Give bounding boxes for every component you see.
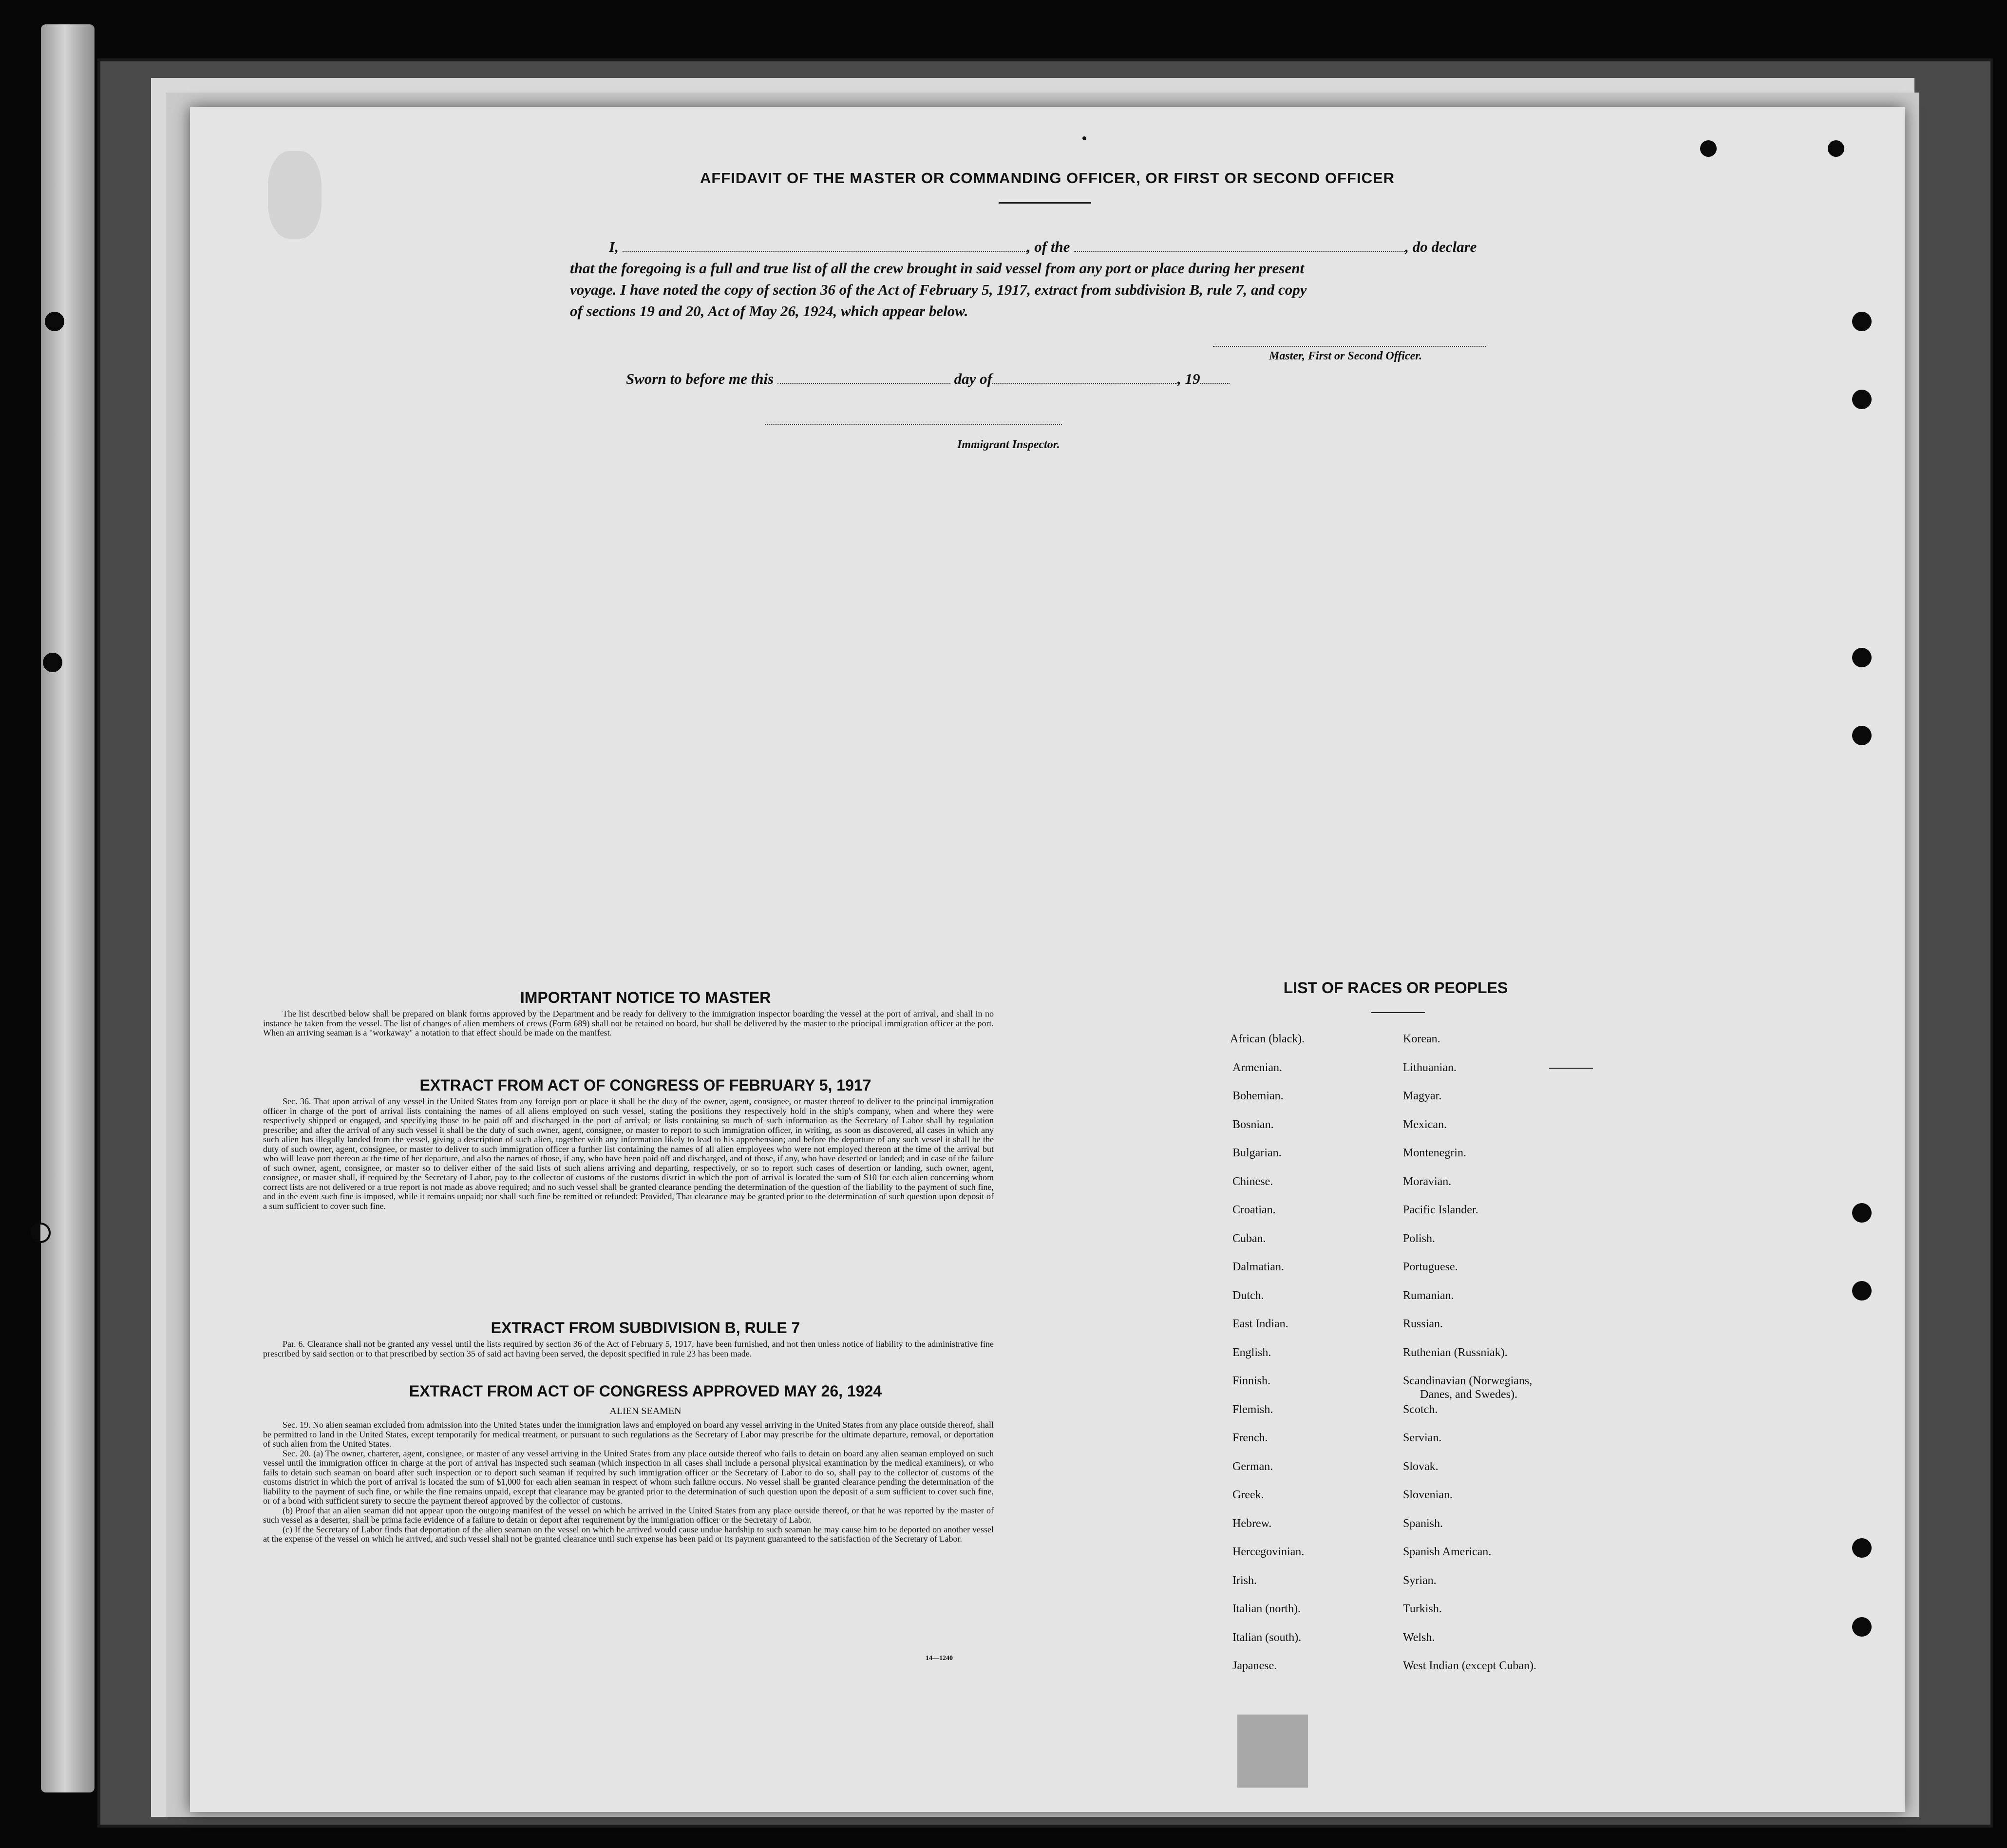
- affidavit-title: AFFIDAVIT OF THE MASTER OR COMMANDING OFFICER, OR FIRST OR SECOND OFFICER: [700, 170, 1395, 187]
- punch-hole: [1852, 1617, 1872, 1637]
- race-item: East Indian.: [1232, 1318, 1288, 1330]
- affidavit-line-1: [570, 236, 1534, 258]
- affidavit-body: [570, 236, 1534, 322]
- sworn-year-blank[interactable]: [1200, 371, 1230, 384]
- race-item: Chinese.: [1232, 1175, 1273, 1188]
- extract-1917-title: EXTRACT FROM ACT OF CONGRESS OF FEBRUARY 5, 1917: [419, 1076, 871, 1094]
- races-title: LIST OF RACES OR PEOPLES: [1283, 979, 1508, 997]
- extract-rule7-title: EXTRACT FROM SUBDIVISION B, RULE 7: [491, 1319, 800, 1337]
- declare-label: , do declare: [1405, 238, 1477, 255]
- race-item: Finnish.: [1232, 1375, 1271, 1387]
- race-item: Montenegrin.: [1403, 1147, 1466, 1159]
- race-item: Armenian.: [1232, 1061, 1282, 1074]
- race-item: Pacific Islander.: [1403, 1204, 1478, 1216]
- binder-hole: [43, 653, 62, 672]
- race-item: Cuban.: [1232, 1232, 1266, 1245]
- race-item: Magyar.: [1403, 1090, 1442, 1102]
- punch-hole: [1852, 390, 1872, 409]
- notice-title: IMPORTANT NOTICE TO MASTER: [520, 989, 771, 1006]
- inspector-signature-line[interactable]: [765, 423, 1062, 425]
- punch-hole: [1852, 648, 1872, 667]
- sec20a-paragraph: Sec. 20. (a) The owner, charterer, agent, consignee, or master of any vessel arriving in the United States from any place outside thereof who fails to detain on board any alien seaman employed on such vessel until the immigration officer in charge at the port of arrival has inspected such seaman (which inspection in all cases shall include a personal physical examination by the medical examiners), or who fails to detain such seaman on board after such inspection or to deport such seaman if required by such immigration officer or the Secretary of Labor to do so, shall pay to the collector of customs of the customs district in which the port of arrival is located the sum of $1,000 for each alien seaman in respect of whom such failure occurs. No vessel shall be granted clearance pending the determination of the liability to the payment of such fine, or while the fine remains unpaid, except that clearance may be granted prior to the determination of such question upon the deposit of a sum sufficient to cover such fine, or of a bond with sufficient surety to secure the payment thereof approved by the collector of customs.: [263, 1448, 994, 1506]
- tape-patch: [1237, 1715, 1308, 1788]
- race-item: Italian (south).: [1232, 1631, 1302, 1644]
- race-item: Dalmatian.: [1232, 1261, 1284, 1273]
- extract-1917-text: [263, 1097, 994, 1211]
- race-item: Italian (north).: [1232, 1603, 1301, 1615]
- day-of-label: day of: [954, 370, 992, 387]
- par6-paragraph: Par. 6. Clearance shall not be granted any vessel until the lists required by section 36 of the Act of February 5, 1917, have been furnished, and not then unless notice of liability to the administrative fine prescribed by said section or to that prescribed by section 35 of said act having been served, the deposit specified in rule 23 has been made.: [263, 1339, 994, 1358]
- race-item: Hebrew.: [1232, 1517, 1272, 1530]
- affidavit-line-2: that the foregoing is a full and true list of all the crew brought in said vessel from any port or place during her present: [570, 260, 1305, 277]
- race-item: Russian.: [1403, 1318, 1443, 1330]
- race-item: Rumanian.: [1403, 1289, 1454, 1302]
- punch-hole: [1852, 312, 1872, 331]
- extract-1924-title: EXTRACT FROM ACT OF CONGRESS APPROVED MAY 26, 1924: [409, 1382, 882, 1400]
- officer-caption: Master, First or Second Officer.: [1269, 350, 1422, 362]
- punch-hole: [1852, 1203, 1872, 1223]
- sec19-paragraph: Sec. 19. No alien seaman excluded from admission into the United States under the immigration laws and employed on board any vessel arriving in the United States from any place outside thereof, shall be permitted to land in the United States, except temporarily for medical treatment, or pursuant to such regulations as the Secretary of Labor may prescribe for the ultimate departure, removal, or deportation of such alien from the United States.: [263, 1420, 994, 1449]
- affidavit-line-4: of sections 19 and 20, Act of May 26, 1924, which appear below.: [570, 302, 968, 320]
- scanner-edge-strip: [41, 24, 95, 1792]
- sworn-month-blank[interactable]: [992, 371, 1177, 384]
- officer-name-blank[interactable]: [623, 239, 1027, 252]
- race-item: Mexican.: [1403, 1118, 1447, 1131]
- sworn-day-blank[interactable]: [777, 371, 950, 384]
- year-label: , 19: [1177, 370, 1200, 387]
- race-item: Bohemian.: [1232, 1090, 1284, 1102]
- race-item: African (black).: [1230, 1033, 1305, 1045]
- stamp-smudge: [268, 151, 322, 239]
- race-item: Irish.: [1232, 1574, 1257, 1587]
- of-the-label: , of the: [1026, 238, 1070, 255]
- title-underline: [999, 202, 1091, 204]
- extract-rule7-text: [263, 1339, 994, 1358]
- race-item: Danes, and Swedes).: [1420, 1388, 1517, 1401]
- race-item: English.: [1232, 1346, 1271, 1359]
- race-item: Korean.: [1403, 1033, 1440, 1045]
- race-item: Moravian.: [1403, 1175, 1452, 1188]
- race-item: Spanish American.: [1403, 1546, 1492, 1558]
- race-item: Flemish.: [1232, 1403, 1273, 1416]
- manifest-page: [190, 107, 1905, 1812]
- race-item: West Indian (except Cuban).: [1403, 1659, 1536, 1672]
- race-item: Lithuanian.: [1403, 1061, 1457, 1074]
- extract-1924-text: [263, 1420, 994, 1544]
- race-item: Bulgarian.: [1232, 1147, 1282, 1159]
- sec20b-paragraph: (b) Proof that an alien seaman did not appear upon the outgoing manifest of the vessel on which he arrived in the United States from any place outside thereof, or that he was reported by the master of such vessel as a deserter, shall be prima facie evidence of a failure to detain or deport after requirement by the immigration officer or the Secretary of Labor.: [263, 1505, 994, 1525]
- binder-hole: [45, 312, 64, 331]
- pencil-mark: [1549, 1068, 1593, 1069]
- race-item: Hercegovinian.: [1232, 1546, 1305, 1558]
- ink-dot: [1082, 136, 1086, 140]
- punch-hole: [1700, 140, 1717, 157]
- alien-seamen-subtitle: ALIEN SEAMEN: [609, 1406, 682, 1416]
- notice-paragraph: The list described below shall be prepared on blank forms approved by the Department and be ready for delivery to the immigration inspector boarding the vessel at the port of arrival, and shall in no instance be taken from the vessel. The list of changes of alien members of crews (Form 689) shall not be retained on board, but shall be delivered by the master to the principal immigration officer at the port. When an arriving seaman is a "workaway" a notation to that effect should be made on the manifest.: [263, 1009, 994, 1037]
- race-item: Welsh.: [1403, 1631, 1435, 1644]
- race-item: Turkish.: [1403, 1603, 1442, 1615]
- notice-text: [263, 1009, 994, 1038]
- binder-hole: [30, 1223, 51, 1243]
- punch-hole: [1852, 1538, 1872, 1558]
- race-item: Polish.: [1403, 1232, 1436, 1245]
- race-item: Dutch.: [1232, 1289, 1264, 1302]
- race-item: Greek.: [1232, 1489, 1264, 1501]
- vessel-name-blank[interactable]: [1074, 239, 1405, 252]
- sworn-line: [626, 370, 1230, 388]
- punch-hole: [1852, 1281, 1872, 1301]
- race-item: Japanese.: [1232, 1659, 1277, 1672]
- race-item: Croatian.: [1232, 1204, 1276, 1216]
- inspector-caption: Immigrant Inspector.: [957, 438, 1060, 451]
- race-item: French.: [1232, 1432, 1268, 1444]
- race-item: Bosnian.: [1232, 1118, 1274, 1131]
- officer-signature-line[interactable]: [1213, 345, 1486, 347]
- punch-hole: [1828, 140, 1844, 157]
- race-item: Slovenian.: [1403, 1489, 1453, 1501]
- punch-hole: [1852, 726, 1872, 745]
- race-item: Syrian.: [1403, 1574, 1437, 1587]
- races-title-underline: [1371, 1012, 1425, 1013]
- race-item: Spanish.: [1403, 1517, 1443, 1530]
- sec20c-paragraph: (c) If the Secretary of Labor finds that deportation of the alien seaman on the vessel on which he arrived would cause undue hardship to such seaman he may cause him to be deported on another vessel at the expense of the vessel on which he arrived, and such vessel shall not be granted clearance until such expense has been paid or its payment guaranteed to the satisfaction of the Secretary of Labor.: [263, 1524, 994, 1544]
- sec36-paragraph: Sec. 36. That upon arrival of any vessel in the United States from any foreign port or place it shall be the duty of the owner, agent, consignee, or master thereof to deliver to the principal immigration officer in charge of the port of arrival lists containing the names of all aliens employed on such vessel, stating the positions they respectively hold in the ship's company, when and where they were respectively shipped or engaged, and specifying those to be paid off and discharged in the port of arrival; or lists containing so much of such information as the Secretary of Labor shall by regulation prescribe; and after the arrival of any such vessel it shall be the duty of such owner, agent, consignee, or master to report to such immigration officer, in writing, as soon as discovered, all cases in which any such alien has illegally landed from the vessel, giving a description of such alien, together with any information likely to lead to his apprehension; and before the departure of any such vessel it shall be the duty of such owner, agent, consignee, or master to deliver to such immigration officer a further list containing the names of all alien employees who were not employed thereon at the time of the arrival but who will leave port thereon at the time of her departure, and also the names of those, if any, who have been paid off and discharged, and of those, if any, who have deserted or landed; and in case of the failure of such owner, agent, consignee, or master so to deliver either of the said lists of such aliens arriving and departing, respectively, or so to report such cases of desertion or landing, such owner, agent, consignee, or master shall, if required by the Secretary of Labor, pay to the collector of customs of the customs district in which the port of arrival is located the sum of $10 for each alien concerning whom correct lists are not delivered or a true report is not made as above required; and no such vessel shall be granted clearance pending the determination of the question of the liability to the payment of such fine, and in the event such fine is imposed, while it remains unpaid; nor shall such fine be remitted or refunded: Provided, That clearance may be granted prior to the determination of such question upon deposit of a sum sufficient to cover such fine.: [263, 1096, 994, 1211]
- race-item: Ruthenian (Russniak).: [1403, 1346, 1508, 1359]
- race-item: Scandinavian (Norwegians,: [1403, 1375, 1533, 1387]
- race-item: Slovak.: [1403, 1460, 1439, 1473]
- i-label: I,: [609, 238, 619, 255]
- affidavit-line-3: voyage. I have noted the copy of section 36 of the Act of February 5, 1917, extract from subdivision B, rule 7, and copy: [570, 281, 1307, 298]
- race-item: Portuguese.: [1403, 1261, 1458, 1273]
- race-item: Servian.: [1403, 1432, 1442, 1444]
- form-number: 14—1240: [926, 1655, 953, 1662]
- sworn-label: Sworn to before me this: [626, 370, 774, 387]
- race-item: German.: [1232, 1460, 1273, 1473]
- race-item: Scotch.: [1403, 1403, 1438, 1416]
